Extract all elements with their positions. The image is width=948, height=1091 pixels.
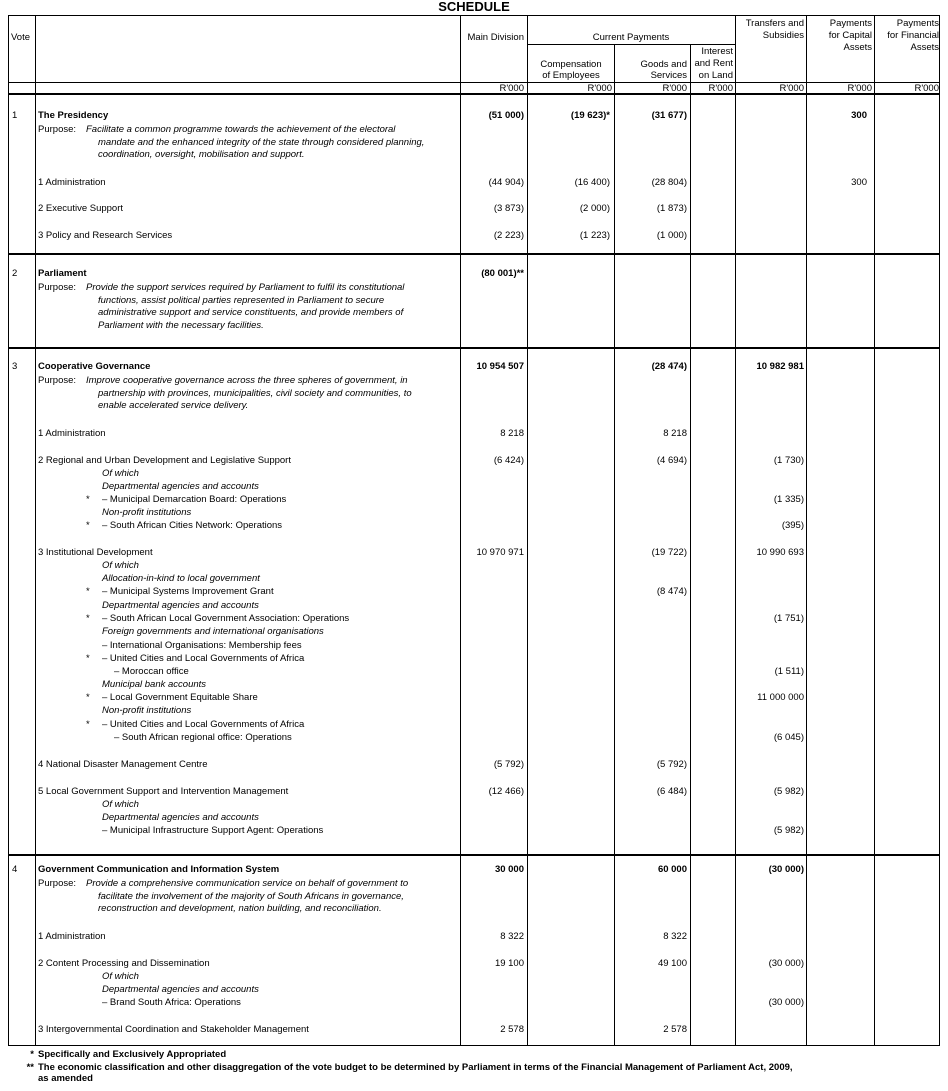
capital-header-2: for Capital [828, 30, 872, 41]
cell-transfers: (1 751) [773, 613, 804, 624]
purpose-text: Parliament with the necessary facilities. [98, 319, 264, 331]
transfers-header-2: Subsidies [762, 30, 804, 41]
cell-goods: 2 578 [663, 1024, 687, 1035]
row-label: Foreign governments and international organisations [102, 626, 324, 637]
appropriation-mark: * [86, 613, 90, 624]
unit-label: R'000 [708, 83, 733, 94]
vote-separator [9, 253, 939, 255]
row-label: – Municipal Systems Improvement Grant [102, 586, 274, 597]
purpose-text: facilitate the involvement of the majority of South Africans in governance, [98, 890, 404, 902]
row-label: Departmental agencies and accounts [102, 600, 259, 611]
row-label: 1 Administration [38, 177, 106, 188]
col-divider [874, 16, 875, 1045]
cell-main: (3 873) [493, 203, 524, 214]
cell-transfers: (1 730) [773, 455, 804, 466]
cell-main: 2 578 [500, 1024, 524, 1035]
row-label: Non-profit institutions [102, 705, 192, 716]
footnote-text: The economic classification and other disaggregation of the vote budget to be determined by Parliament in terms of the Financial Management of Parliament Act, 2009, [38, 1062, 793, 1073]
vote-number: 2 [12, 268, 18, 279]
row-label: 3 Policy and Research Services [38, 230, 173, 241]
main-division-header: Main Division [467, 32, 524, 43]
row-label: Municipal bank accounts [102, 679, 207, 690]
cell-goods: (1 873) [656, 203, 687, 214]
cell-goods: (1 000) [656, 230, 687, 241]
appropriation-mark: * [86, 494, 90, 505]
cell-transfers: 10 982 981 [756, 361, 804, 372]
cell-capital: 300 [851, 110, 867, 121]
current-payments-header: Current Payments [592, 32, 670, 43]
unit-label: R'000 [662, 83, 687, 94]
row-label: – Brand South Africa: Operations [102, 997, 241, 1008]
page-title: SCHEDULE [438, 0, 510, 14]
cell-main: 10 954 507 [476, 361, 524, 372]
cell-transfers: (1 335) [773, 494, 804, 505]
financial-header-1: Payments [896, 18, 939, 29]
row-label: 3 Intergovernmental Coordination and Stakeholder Management [38, 1024, 309, 1035]
financial-header-3: Assets [910, 42, 939, 53]
row-label: 1 Administration [38, 428, 106, 439]
row-label: – Municipal Demarcation Board: Operations [102, 494, 287, 505]
appropriation-mark: * [86, 653, 90, 664]
cell-transfers: 11 000 000 [757, 692, 804, 703]
purpose-text: partnership with provinces, municipalities, civil society and communities, to [98, 387, 412, 399]
cell-main: (12 466) [488, 786, 524, 797]
col-divider [614, 44, 615, 1045]
row-label: Allocation-in-kind to local government [102, 573, 260, 584]
cell-comp: (2 000) [579, 203, 610, 214]
row-label: Of which [102, 799, 139, 810]
row-label: 4 National Disaster Management Centre [38, 759, 208, 770]
cell-main: (80 001)** [481, 268, 524, 279]
row-label: 5 Local Government Support and Intervention Management [38, 786, 289, 797]
unit-label: R'000 [847, 83, 872, 94]
purpose-label: Purpose: [38, 375, 77, 386]
vote-name: The Presidency [38, 110, 109, 121]
cell-goods: (28 804) [651, 177, 687, 188]
vote-separator [9, 854, 939, 856]
row-label: 2 Executive Support [38, 203, 124, 214]
current-payments-rule [527, 44, 735, 45]
cell-transfers: (395) [781, 520, 804, 531]
cell-transfers: (30 000) [768, 864, 804, 875]
col-divider [460, 16, 461, 1045]
cell-main: (44 904) [488, 177, 524, 188]
row-label: Departmental agencies and accounts [102, 812, 259, 823]
purpose-label: Purpose: [38, 282, 77, 293]
cell-transfers: 10 990 693 [756, 547, 804, 558]
purpose-text: functions, assist political parties represented in Parliament to secure [98, 294, 385, 306]
purpose-text: coordination, oversight, mobilisation and support. [98, 149, 305, 160]
cell-goods: (19 722) [651, 547, 687, 558]
row-label: – International Organisations: Membership fees [102, 640, 302, 651]
purpose-text: Provide a comprehensive communication service on behalf of government to [86, 878, 409, 889]
vote-number: 1 [12, 110, 18, 121]
capital-header-3: Assets [843, 42, 872, 53]
row-label: – Moroccan office [114, 666, 189, 677]
purpose-text: reconstruction and development, nation building, and reconciliation. [98, 903, 382, 914]
row-label: – Municipal Infrastructure Support Agent: Operations [102, 825, 324, 836]
cell-transfers: (6 045) [773, 732, 804, 743]
unit-label: R'000 [914, 83, 939, 94]
cell-transfers: (30 000) [768, 958, 804, 969]
cell-main: 30 000 [494, 864, 524, 875]
cell-main: 10 970 971 [476, 547, 524, 558]
unit-label: R'000 [587, 83, 612, 94]
row-label: – United Cities and Local Governments of Africa [102, 653, 305, 664]
row-label: Of which [102, 468, 139, 479]
cell-goods: (8 474) [656, 586, 687, 597]
goods-header-1: Goods and [640, 59, 687, 70]
financial-header-2: for Financial [887, 30, 939, 41]
row-label: Non-profit institutions [102, 507, 192, 518]
col-divider [806, 16, 807, 1045]
cell-capital: 300 [851, 177, 867, 188]
unit-label: R'000 [499, 83, 524, 94]
cell-goods: (6 484) [656, 786, 687, 797]
vote-separator [9, 347, 939, 349]
row-label: – Local Government Equitable Share [102, 692, 258, 703]
purpose-text: enable accelerated service delivery. [98, 400, 249, 411]
cell-main: (51 000) [488, 110, 524, 121]
purpose-text: Provide the support services required by Parliament to fulfil its constitutional [86, 282, 405, 293]
capital-header-1: Payments [829, 18, 872, 29]
cell-goods: (31 677) [651, 110, 687, 121]
cell-goods: 8 218 [663, 428, 687, 439]
cell-main: 19 100 [494, 958, 524, 969]
row-label: Departmental agencies and accounts [102, 481, 259, 492]
interest-header-3: on Land [698, 70, 733, 81]
cell-goods: (5 792) [656, 759, 687, 770]
vote-name: Cooperative Governance [38, 361, 151, 372]
footnote-mark: ** [26, 1062, 34, 1073]
schedule-table [8, 15, 940, 1046]
vote-name: Government Communication and Information System [38, 864, 280, 875]
purpose-label: Purpose: [38, 124, 77, 135]
cell-main: 8 218 [500, 428, 524, 439]
purpose-text: Facilitate a common programme towards the achievement of the electoral [86, 124, 396, 135]
appropriation-mark: * [86, 586, 90, 597]
row-label: – South African Cities Network: Operations [102, 520, 283, 531]
compensation-header-2: of Employees [542, 70, 600, 81]
cell-transfers: (5 982) [773, 786, 804, 797]
row-label: 1 Administration [38, 931, 106, 942]
row-label: Of which [102, 560, 139, 571]
row-label: 3 Institutional Development [38, 547, 153, 558]
unit-label: R'000 [779, 83, 804, 94]
cell-main: (2 223) [493, 230, 524, 241]
appropriation-mark: * [86, 719, 90, 730]
footnote-mark: * [30, 1049, 34, 1060]
vote-name: Parliament [38, 268, 87, 279]
row-label: Of which [102, 971, 139, 982]
row-label: – South African Local Government Association: Operations [102, 613, 350, 624]
cell-comp: (19 623)* [570, 110, 610, 121]
footnote-text: as amended [38, 1073, 93, 1084]
appropriation-mark: * [86, 520, 90, 531]
vote-number: 4 [12, 864, 18, 875]
col-divider [527, 16, 528, 1045]
vote-number: 3 [12, 361, 18, 372]
purpose-text: administrative support and service constituents, and provide members of [98, 307, 404, 318]
cell-main: (6 424) [493, 455, 524, 466]
col-divider [35, 16, 36, 1045]
appropriation-mark: * [86, 692, 90, 703]
purpose-text: mandate and the enhanced integrity of the state through considered planning, [98, 136, 425, 148]
row-label: Departmental agencies and accounts [102, 984, 259, 995]
goods-header-2: Services [650, 70, 687, 81]
transfers-header-1: Transfers and [745, 18, 804, 29]
row-label: – United Cities and Local Governments of Africa [102, 719, 305, 730]
footnote-text: Specifically and Exclusively Appropriated [38, 1049, 227, 1060]
cell-goods: (4 694) [656, 455, 687, 466]
cell-main: (5 792) [493, 759, 524, 770]
row-label: – South African regional office: Operations [114, 732, 292, 743]
cell-goods: 49 100 [657, 958, 687, 969]
cell-comp: (1 223) [579, 230, 610, 241]
row-label: 2 Regional and Urban Development and Legislative Support [38, 455, 291, 466]
col-divider [690, 44, 691, 1045]
cell-goods: (28 474) [651, 361, 687, 372]
interest-header-1: Interest [701, 46, 733, 57]
purpose-label: Purpose: [38, 878, 77, 889]
purpose-text: Improve cooperative governance across the three spheres of government, in [86, 375, 408, 386]
cell-transfers: (1 511) [774, 666, 804, 677]
cell-comp: (16 400) [574, 177, 610, 188]
cell-transfers: (30 000) [768, 997, 804, 1008]
compensation-header-1: Compensation [540, 59, 602, 70]
vote-header: Vote [11, 32, 31, 43]
interest-header-2: and Rent [694, 58, 733, 69]
cell-goods: 8 322 [663, 931, 687, 942]
cell-transfers: (5 982) [773, 825, 804, 836]
cell-main: 8 322 [500, 931, 524, 942]
cell-goods: 60 000 [657, 864, 687, 875]
row-label: 2 Content Processing and Dissemination [38, 958, 210, 969]
